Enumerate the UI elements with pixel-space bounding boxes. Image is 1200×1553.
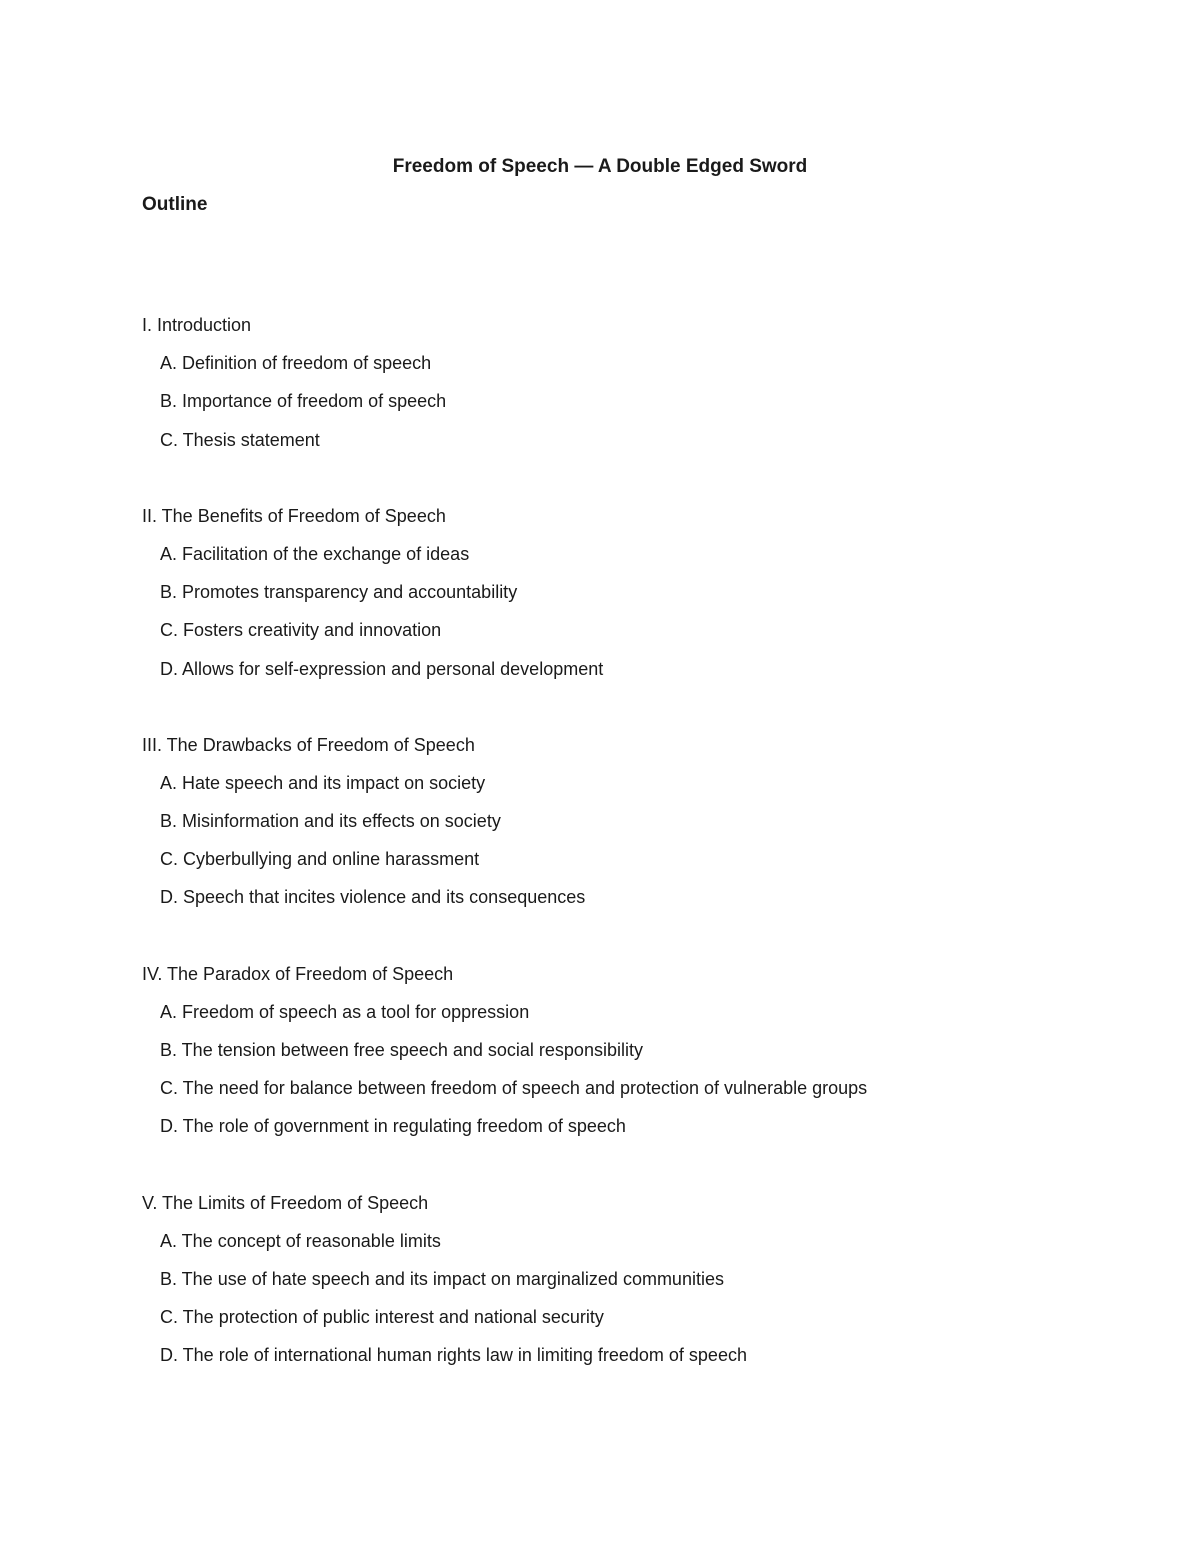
sub-item-list bbox=[142, 764, 1142, 917]
outline-section bbox=[142, 726, 1142, 917]
outline-item: A. Definition of freedom of speech bbox=[160, 353, 432, 374]
section-heading: II. The Benefits of Freedom of Speech bbox=[142, 505, 446, 526]
outline-item: C. Fosters creativity and innovation bbox=[160, 620, 442, 641]
outline-section bbox=[142, 306, 1142, 459]
document-title: Freedom of Speech — A Double Edged Sword bbox=[392, 156, 808, 177]
outline-item: A. Hate speech and its impact on society bbox=[160, 772, 486, 793]
section-heading: V. The Limits of Freedom of Speech bbox=[142, 1192, 429, 1213]
outline-section bbox=[142, 955, 1142, 1146]
outline-list bbox=[142, 306, 1142, 1413]
outline-item: C. Thesis statement bbox=[160, 429, 320, 450]
sub-item-list bbox=[142, 535, 1142, 688]
outline-item: C. Cyberbullying and online harassment bbox=[160, 849, 480, 870]
outline-item: A. Facilitation of the exchange of ideas bbox=[160, 543, 470, 564]
outline-section bbox=[142, 1184, 1142, 1375]
outline-heading: Outline bbox=[142, 194, 208, 215]
outline-item: D. Allows for self-expression and personal development bbox=[160, 658, 604, 679]
outline-item: B. Importance of freedom of speech bbox=[160, 391, 447, 412]
outline-item: B. The tension between free speech and social responsibility bbox=[160, 1040, 643, 1060]
outline-item: C. The protection of public interest and national security bbox=[160, 1307, 604, 1328]
sub-item-list bbox=[142, 993, 1142, 1146]
outline-item: B. Promotes transparency and accountability bbox=[160, 582, 518, 603]
section-heading: I. Introduction bbox=[142, 315, 252, 335]
outline-item: D. Speech that incites violence and its consequences bbox=[160, 887, 586, 908]
section-heading: III. The Drawbacks of Freedom of Speech bbox=[142, 734, 475, 755]
outline-section bbox=[142, 497, 1142, 688]
outline-item: B. Misinformation and its effects on society bbox=[160, 811, 501, 832]
outline-item: C. The need for balance between freedom of speech and protection of vulnerable groups bbox=[160, 1078, 868, 1099]
outline-item: D. The role of international human rights law in limiting freedom of speech bbox=[160, 1345, 747, 1366]
outline-item: A. Freedom of speech as a tool for oppression bbox=[160, 1001, 530, 1022]
section-heading: IV. The Paradox of Freedom of Speech bbox=[142, 963, 454, 984]
outline-item: A. The concept of reasonable limits bbox=[160, 1230, 441, 1251]
outline-item: D. The role of government in regulating freedom of speech bbox=[160, 1116, 626, 1137]
sub-item-list bbox=[142, 1222, 1142, 1375]
sub-item-list bbox=[142, 344, 1142, 459]
outline-item: B. The use of hate speech and its impact on marginalized communities bbox=[160, 1268, 724, 1289]
